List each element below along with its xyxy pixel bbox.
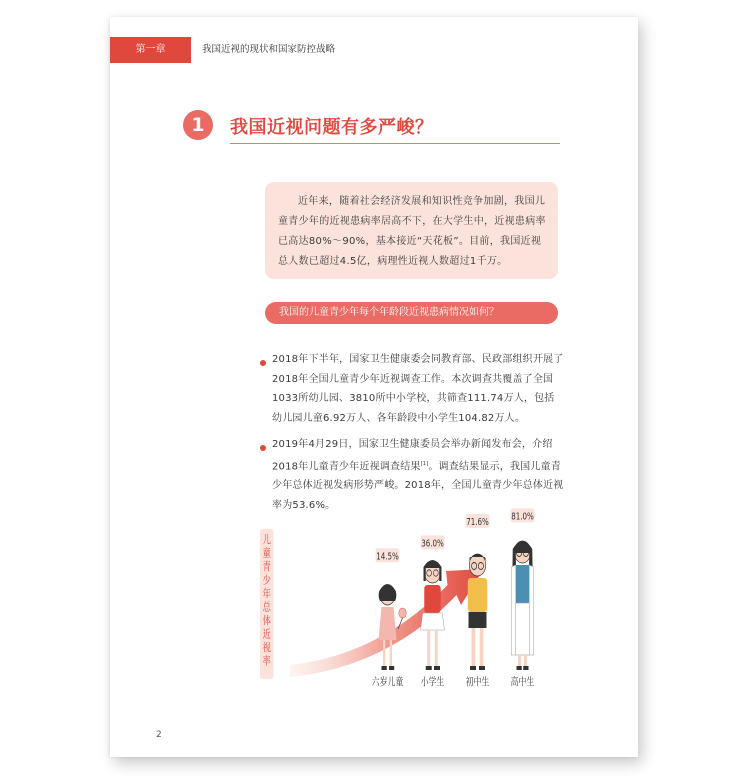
bullet-dot bbox=[260, 360, 266, 366]
ylabel-text: 儿童青少年总体近视率 bbox=[262, 533, 271, 668]
category-label: 小学生 bbox=[420, 675, 445, 689]
chapter-tag: 第一章 bbox=[110, 37, 191, 63]
category-label: 高中生 bbox=[510, 675, 535, 689]
title-underline bbox=[230, 143, 560, 144]
value-label: 36.0% bbox=[421, 537, 444, 549]
paragraph-2-part-a: 2019年4月29日，国家卫生健康委员会举办新闻发布会，介绍2018年儿童青少年近视调查结果 bbox=[272, 439, 553, 472]
question-number: 1 bbox=[183, 110, 213, 140]
chapter-title: 我国近视的现状和国家防控战略 bbox=[202, 44, 336, 55]
value-label: 81.0% bbox=[511, 510, 534, 522]
paragraph-2-part-b: 。调查结果显示，我国儿童青少年总体近视发病形势严峻。2018年，全国儿童青少年总体近视率为53.6%。 bbox=[272, 460, 564, 511]
paragraph-1: 2018年下半年，国家卫生健康委会同教育部、民政部组织开展了2018年全国儿童青少年近视调查工作。本次调查共覆盖了全国1033所幼儿园、3810所中小学校，共筛查111.74万人，包括幼儿园儿童6.92万人、各年龄段中小学生104.82万人。 bbox=[272, 354, 564, 424]
reference-mark: [1] bbox=[420, 460, 429, 467]
page-number: 2 bbox=[156, 730, 162, 740]
bullet-dot bbox=[260, 445, 266, 451]
document-page bbox=[110, 17, 638, 757]
category-label: 初中生 bbox=[465, 675, 490, 689]
value-label: 71.6% bbox=[466, 515, 489, 528]
subheading-banner: 我国的儿童青少年每个年龄段近视患病情况如何？ bbox=[265, 302, 558, 324]
figure-middle-school-student bbox=[468, 554, 488, 670]
paragraph-2 bbox=[272, 435, 564, 515]
category-label: 六岁儿童 bbox=[371, 675, 404, 689]
value-label: 14.5% bbox=[376, 550, 399, 562]
question-title: 我国近视问题有多严峻？ bbox=[230, 117, 434, 138]
figure-high-school-student bbox=[511, 541, 534, 670]
intro-text: 近年来，随着社会经济发展和知识性竞争加剧，我国儿童青少年的近视患病率居高不下，在大学生中，近视患病率已高达80%～90%，基本接近“天花板”。目前，我国近视总人数已超过4.5亿，病理性近视人数超过1千万。 bbox=[278, 196, 546, 267]
figure-primary-student bbox=[421, 560, 445, 670]
myopia-rate-chart bbox=[260, 505, 560, 695]
